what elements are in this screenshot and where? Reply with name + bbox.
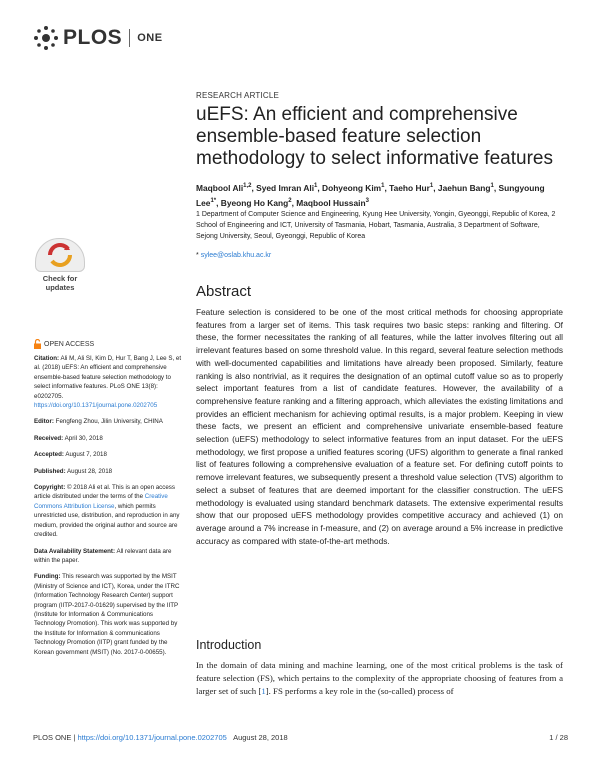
author-name: Maqbool Ali [196, 182, 244, 193]
plos-mark-icon [33, 25, 59, 51]
journal-logo [33, 25, 163, 51]
accepted-date [34, 450, 184, 459]
published-label: Published: [34, 467, 66, 475]
email-marker: * [196, 252, 199, 259]
author-affiliation-marker: 3 [365, 197, 369, 204]
author-affiliation-marker: 1 [490, 183, 494, 189]
data-availability-text: All relevant data are within the paper. [34, 547, 172, 564]
funding-label: Funding: [34, 573, 61, 581]
author-name: Taeho Hur [389, 182, 430, 193]
open-lock-icon [34, 339, 41, 349]
reference-link[interactable]: 1 [261, 686, 266, 696]
journal-name: PLOS [63, 26, 123, 49]
published-date [34, 467, 184, 476]
email-link[interactable]: sylee@oslab.khu.ac.kr [200, 252, 272, 259]
check-for-updates-badge[interactable] [34, 238, 86, 298]
editor-text: Fengfeng Zhou, Jilin University, CHINA [55, 418, 163, 426]
copyright-label: Copyright: [34, 484, 66, 492]
accepted-text: August 7, 2018 [65, 451, 107, 459]
abstract-text: Feature selection is considered to be one of the most critical methods for choosing appropriate features from a larger set of items. This task requires two basic steps: ranking and filtering. Of these, the former necessitates the ranking of all features, while the latter involves filtering out all irrelevant features based on some threshold value. In this regard, several feature selection methods with well-documented capabilities and limitations have already been proposed. Similarly, feature ranking is also nontrivial, as it requires the designation of an optimal cutoff value so as to properly select important features from a list of candidate features. However, the availability of a comprehensive feature ranking and a filtering approach, which alleviates the existing limitations and provides an efficient mechanism for achieving optimal results, is a major problem. Keeping in view these facts, we present an efficient and comprehensive univariate ensemble-based feature selection (uEFS) methodology to select informative features from an input dataset. For the uEFS methodology, we first propose a unified features scoring (UFS) algorithm to generate a final ranked list of features following a comprehensive evaluation of a feature set. For defining cutoff points to remove irrelevant features, we subsequently present a threshold value selection (TVS) algorithm to select a subset of features that are deemed important for the classifier construction. The uEFS methodology is evaluated using standard benchmark datasets. The extensive experimental results show that our proposed uEFS methodology provides competitive accuracy and achieved (1) on average around a 7% increase in f-measure, and (2) on average around a 5% increase in predictive accuracy as compared with state-of-the-art methods. [196, 307, 563, 546]
journal-edition: ONE [137, 32, 163, 44]
author-name: Sungyoung Lee [196, 182, 545, 208]
open-access-text: OPEN ACCESS [44, 340, 95, 348]
funding-text: This research was supported by the MSIT (Ministry of Science and ICT), Korea, under the ITRC (Information Technology Research Center) support program (IITP-2017-0-01629) supervised by the IITP (Institute for Information & Communications Technology Promotion). This work was supported by the Institute for Information & communications Technology Promotion (IITP) grant funded by the Korean government (MSIT) (No. 2017-0-00655). [34, 573, 180, 656]
introduction-text [196, 659, 563, 698]
author-affiliation-marker: 2 [288, 197, 292, 204]
funding [34, 572, 184, 657]
data-availability [34, 547, 184, 566]
page-footer [33, 733, 568, 742]
footer-doi-link[interactable]: https://doi.org/10.1371/journal.pone.0202705 [77, 733, 227, 742]
footer-date: August 28, 2018 [233, 733, 288, 742]
received-date [34, 434, 184, 443]
article-info-sidebar [34, 354, 184, 664]
article-title: uEFS: An efficient and comprehensive ensemble-based feature selection methodology to select informative features [196, 104, 553, 169]
author-affiliation-marker: 1 [429, 183, 434, 189]
check-updates-label: Check for updates [42, 274, 78, 292]
footer-divider: | [73, 733, 76, 742]
footer-journal: PLOS ONE [33, 733, 72, 742]
editor [34, 417, 184, 426]
open-access-label [34, 339, 94, 349]
citation-text: Ali M, Ali SI, Kim D, Hur T, Bang J, Lee S, et al. (2018) uEFS: An efficient and comprehensive ensemble-based feature selection methodology to select informative features. PLoS ONE 13(8): e0202705. [34, 355, 182, 400]
author-name: Dohyeong Kim [322, 182, 382, 193]
author-name: Syed Imran Ali [256, 182, 315, 193]
author-affiliation-marker: 1* [210, 197, 217, 204]
corresponding-email [196, 252, 271, 259]
affiliations: 1 Department of Computer Science and Engineering, Kyung Hee University, Yongin, Gyeonggi, Republic of Korea, 2 School of Engineering and ICT, University of Tasmania, Hobart, Tasmania, Australia, 3 Department of Software, Sejong University, Seoul, Gyeonggi, Republic of Korea [196, 211, 556, 240]
copyright [34, 483, 184, 539]
author-name: Jaehun Bang [437, 182, 491, 193]
abstract-heading: Abstract [196, 283, 252, 300]
logo-divider [129, 29, 130, 47]
footer-left [33, 733, 288, 742]
citation-doi-link[interactable]: https://doi.org/10.1371/journal.pone.0202705 [34, 402, 158, 410]
accepted-label: Accepted: [34, 451, 64, 459]
author-name: Byeong Ho Kang [220, 197, 289, 208]
author-name: Maqbool Hussain [296, 197, 366, 208]
data-availability-label: Data Availability Statement: [34, 547, 116, 555]
author-affiliation-marker: 1 [314, 183, 318, 189]
author-affiliation-marker: 1 [381, 183, 385, 189]
author-affiliation-marker: 1,2 [243, 183, 252, 189]
article-type: RESEARCH ARTICLE [196, 91, 280, 100]
citation-label: Citation: [34, 355, 60, 362]
intro-text-end: ]. FS performs a key role in the (so-called) process of [265, 686, 454, 696]
author-list: Maqbool Ali$^{1,2}$, Syed Imran Ali$^1$, Dohyeong Kim$^1$, Taeho Hur$^1$, Jaehun Bang$^1$, Sungyoung Lee$^{1*}$, Byeong Ho Kang$^2$, Maqbool Hussain$^3$ [196, 182, 545, 208]
copyright-text-end: , which permits unrestricted use, distribution, and reproduction in any medium, provided the original author and source are credited. [34, 502, 180, 539]
page-number: 1 / 28 [549, 733, 568, 742]
received-label: Received: [34, 434, 64, 442]
editor-label: Editor: [34, 418, 54, 426]
check-updates-icon [35, 238, 85, 272]
introduction-heading: Introduction [196, 638, 262, 652]
license-link[interactable]: Creative Commons Attribution License [34, 493, 168, 510]
citation [34, 354, 184, 410]
intro-text-start: In the domain of data mining and machine learning, one of the most critical problems is the task of feature selection (FS), which pertains to the complexity of the appropriate choosing of features from a larger set of such [ [196, 660, 563, 696]
published-text: August 28, 2018 [67, 467, 113, 475]
received-text: April 30, 2018 [64, 434, 103, 442]
copyright-text: © 2018 Ali et al. This is an open access article distributed under the terms of the [34, 484, 175, 501]
